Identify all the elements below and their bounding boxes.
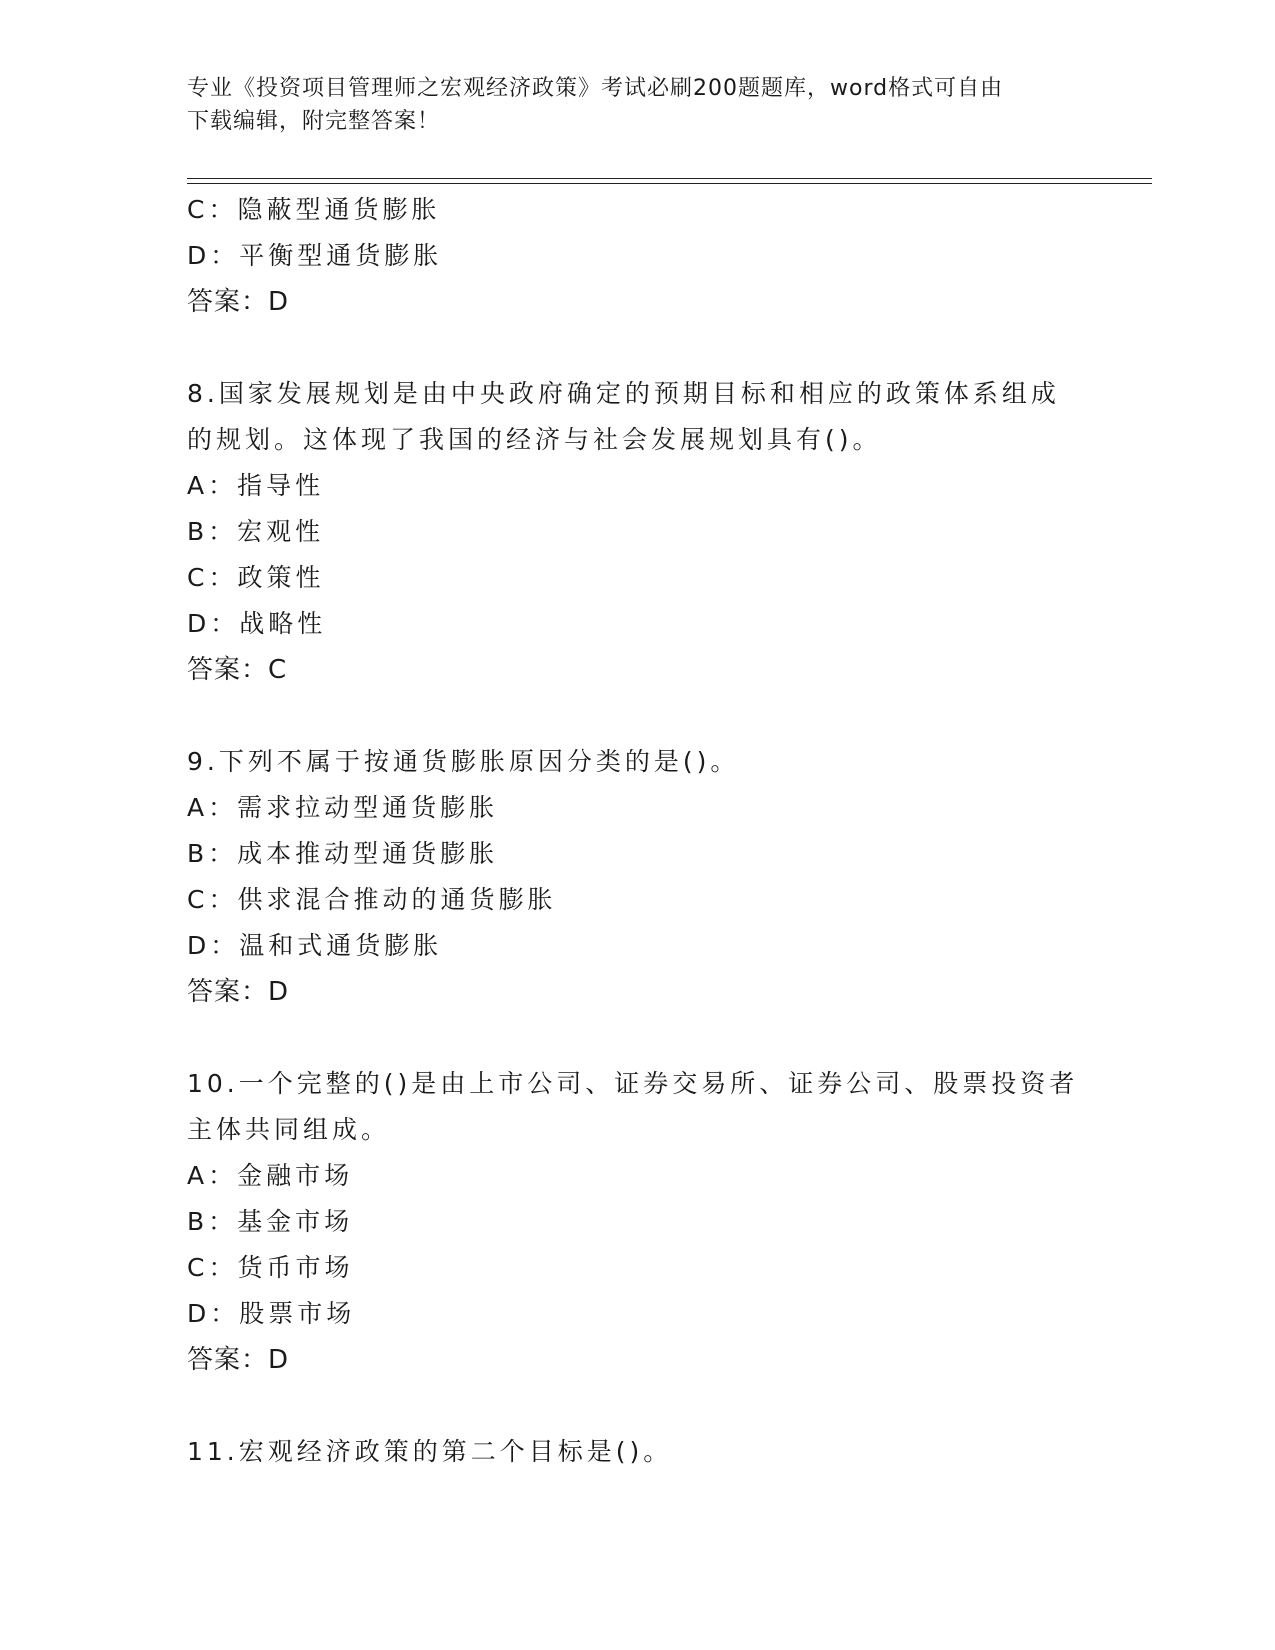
option-d: D：温和式通货膨胀 — [187, 931, 443, 960]
question-10 — [187, 1061, 1087, 1383]
question-stem: 10.一个完整的()是由上市公司、证券交易所、证券公司、股票投资者 — [187, 1069, 1079, 1098]
answer: 答案：D — [187, 287, 290, 317]
option-c: C：政策性 — [187, 563, 325, 592]
option-b: B：基金市场 — [187, 1207, 354, 1236]
option-b: B：成本推动型通货膨胀 — [187, 839, 499, 868]
spacer — [187, 693, 1087, 739]
spacer — [187, 325, 1087, 371]
option-d: D：平衡型通货膨胀 — [187, 241, 443, 270]
answer: 答案：D — [187, 1345, 290, 1375]
question-stem-cont: 的规划。这体现了我国的经济与社会发展规划具有()。 — [187, 425, 882, 454]
question-9 — [187, 739, 1087, 1015]
header-rule-top — [187, 178, 1152, 179]
option-b: B：宏观性 — [187, 517, 325, 546]
question-list — [187, 187, 1087, 1475]
option-d: D：战略性 — [187, 609, 327, 638]
option-c: C：隐蔽型通货膨胀 — [187, 195, 441, 224]
question-stem: 8.国家发展规划是由中央政府确定的预期目标和相应的政策体系组成 — [187, 379, 1060, 408]
question-11 — [187, 1429, 1087, 1475]
header-line-1: 专业《投资项目管理师之宏观经济政策》考试必刷200题题库，word格式可自由 — [187, 76, 1004, 101]
question-stem: 11.宏观经济政策的第二个目标是()。 — [187, 1437, 673, 1466]
question-8 — [187, 371, 1087, 693]
option-a: A：指导性 — [187, 471, 325, 500]
question-stem-cont: 主体共同组成。 — [187, 1115, 391, 1144]
question-stem: 9.下列不属于按通货膨胀原因分类的是()。 — [187, 747, 740, 776]
answer: 答案：D — [187, 977, 290, 1007]
question-7 — [187, 187, 1087, 325]
document-header — [187, 72, 1087, 138]
answer: 答案：C — [187, 655, 288, 685]
header-rule-bottom — [187, 183, 1152, 184]
option-c: C：货币市场 — [187, 1253, 354, 1282]
option-d: D：股票市场 — [187, 1299, 356, 1328]
spacer — [187, 1383, 1087, 1429]
spacer — [187, 1015, 1087, 1061]
option-a: A：需求拉动型通货膨胀 — [187, 793, 499, 822]
option-a: A：金融市场 — [187, 1161, 354, 1190]
option-c: C：供求混合推动的通货膨胀 — [187, 885, 557, 914]
header-line-2: 下载编辑，附完整答案！ — [187, 109, 441, 134]
